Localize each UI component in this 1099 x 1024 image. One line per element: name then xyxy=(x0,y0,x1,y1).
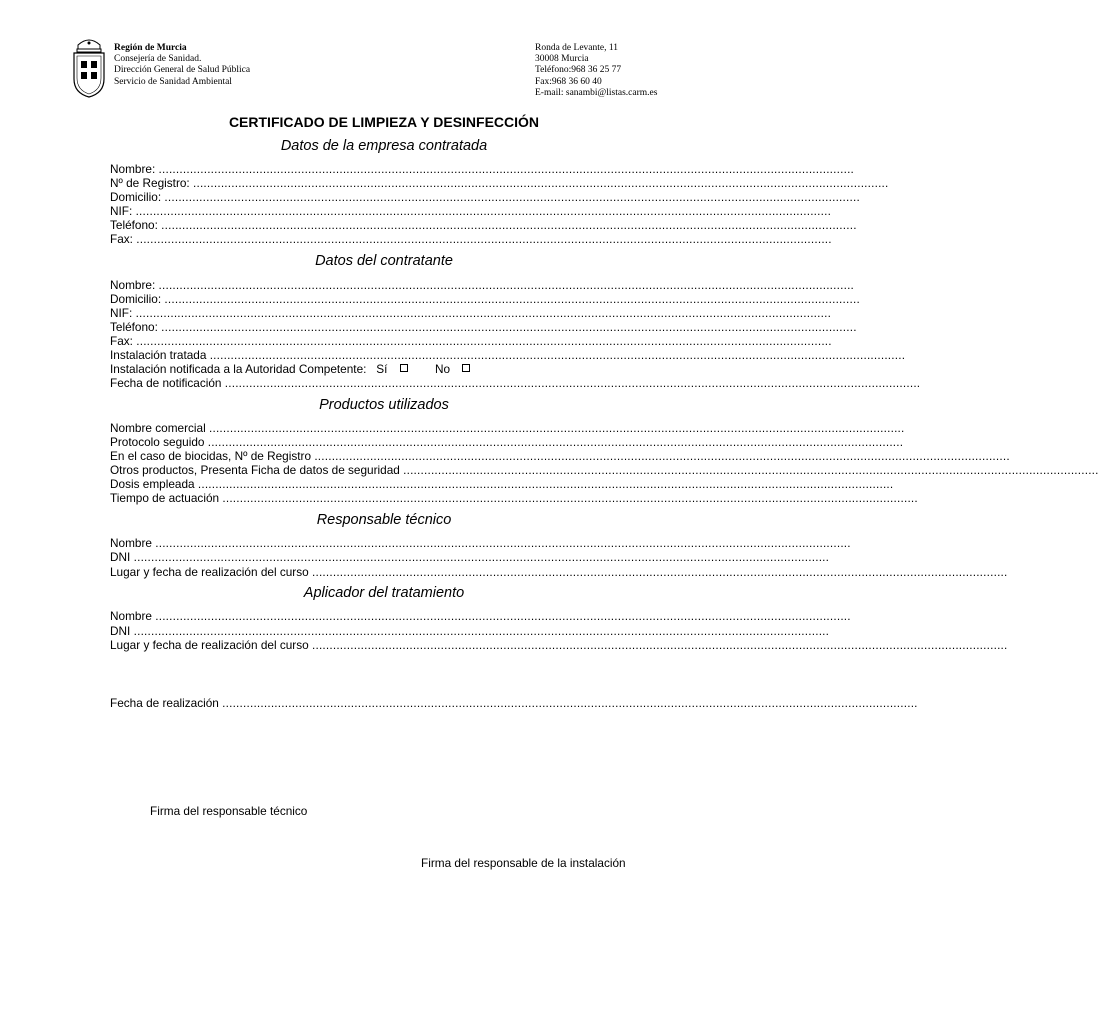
field-fecha-realizacion[interactable]: Fecha de realización ........................................................................................................................................................................................................ xyxy=(110,696,918,710)
section-heading-empresa: Datos de la empresa contratada xyxy=(280,138,488,154)
field-empresa-fax[interactable]: Fax: ........................................................................................................................................................................................................ xyxy=(110,232,832,246)
field-empresa-telefono[interactable]: Teléfono: ........................................................................................................................................................................................................ xyxy=(110,218,857,232)
checkbox-no[interactable] xyxy=(462,364,470,372)
field-protocolo-seguido[interactable]: Protocolo seguido ........................................................................................................................................................................................................ xyxy=(110,435,904,449)
field-registro-biocidas[interactable]: En el caso de biocidas, Nº de Registro ........................................................................................................................................................................................................ xyxy=(110,449,1010,463)
section-heading-contratante: Datos del contratante xyxy=(315,253,453,269)
field-tiempo-actuacion[interactable]: Tiempo de actuación ........................................................................................................................................................................................................ xyxy=(110,491,918,505)
field-responsable-nombre[interactable]: Nombre ........................................................................................................................................................................................................ xyxy=(110,536,851,550)
field-empresa-domicilio[interactable]: Domicilio: ........................................................................................................................................................................................................ xyxy=(110,190,860,204)
contact-fax: Fax:968 36 60 40 xyxy=(535,76,602,87)
field-instalacion-tratada[interactable]: Instalación tratada ........................................................................................................................................................................................................ xyxy=(110,348,906,362)
field-nombre-comercial[interactable]: Nombre comercial ........................................................................................................................................................................................................ xyxy=(110,421,905,435)
field-contratante-telefono[interactable]: Teléfono: ........................................................................................................................................................................................................ xyxy=(110,320,857,334)
directorate-name: Dirección General de Salud Pública xyxy=(114,65,251,76)
address-city: 30008 Murcia xyxy=(535,54,589,65)
region-crest-logo xyxy=(70,37,108,99)
header-contact-block xyxy=(535,43,657,99)
field-aplicador-dni[interactable]: DNI ........................................................................................................................................................................................................ xyxy=(110,624,830,638)
field-otros-productos[interactable]: Otros productos, Presenta Ficha de datos de seguridad ........................................................................................................................................................................................................ xyxy=(110,463,1099,477)
region-name: Región de Murcia xyxy=(114,43,187,53)
header-agency-block xyxy=(114,43,250,88)
section-heading-responsable: Responsable técnico xyxy=(316,512,452,528)
department-name: Consejería de Sanidad. xyxy=(114,54,202,65)
field-contratante-fax[interactable]: Fax: ........................................................................................................................................................................................................ xyxy=(110,334,832,348)
field-fecha-notificacion[interactable]: Fecha de notificación ........................................................................................................................................................................................................ xyxy=(110,376,921,390)
page-title: CERTIFICADO DE LIMPIEZA Y DESINFECCIÓN xyxy=(228,114,540,130)
checkbox-si[interactable] xyxy=(400,364,408,372)
signature-tecnico-label: Firma del responsable técnico xyxy=(150,804,308,818)
field-instalacion-notificada xyxy=(110,362,656,376)
service-name: Servicio de Sanidad Ambiental xyxy=(114,76,232,87)
field-aplicador-nombre[interactable]: Nombre ........................................................................................................................................................................................................ xyxy=(110,609,851,623)
section-heading-aplicador: Aplicador del tratamiento xyxy=(303,585,465,601)
field-empresa-registro[interactable]: Nº de Registro: ........................................................................................................................................................................................................ xyxy=(110,176,889,190)
address-street: Ronda de Levante, 11 xyxy=(535,43,619,53)
field-responsable-dni[interactable]: DNI ........................................................................................................................................................................................................ xyxy=(110,550,830,564)
notificada-label: Instalación notificada a la Autoridad Competente: Sí xyxy=(110,362,388,376)
contact-phone: Teléfono:968 36 25 77 xyxy=(535,65,622,76)
field-empresa-nombre[interactable]: Nombre: ........................................................................................................................................................................................................ xyxy=(110,162,855,176)
notificada-no-label: No xyxy=(434,362,451,376)
signature-instalacion-label: Firma del responsable de la instalación xyxy=(421,856,626,870)
field-responsable-curso[interactable]: Lugar y fecha de realización del curso ........................................................................................................................................................................................................ xyxy=(110,565,1008,579)
field-dosis-empleada[interactable]: Dosis empleada ........................................................................................................................................................................................................ xyxy=(110,477,894,491)
section-heading-productos: Productos utilizados xyxy=(319,397,449,413)
field-aplicador-curso[interactable]: Lugar y fecha de realización del curso ........................................................................................................................................................................................................ xyxy=(110,638,1008,652)
field-contratante-nombre[interactable]: Nombre: ........................................................................................................................................................................................................ xyxy=(110,278,855,292)
field-contratante-domicilio[interactable]: Domicilio: ........................................................................................................................................................................................................ xyxy=(110,292,860,306)
contact-email: E-mail: sanambi@listas.carm.es xyxy=(535,87,658,98)
field-contratante-nif[interactable]: NIF: ........................................................................................................................................................................................................ xyxy=(110,306,832,320)
field-empresa-nif[interactable]: NIF: ........................................................................................................................................................................................................ xyxy=(110,204,832,218)
